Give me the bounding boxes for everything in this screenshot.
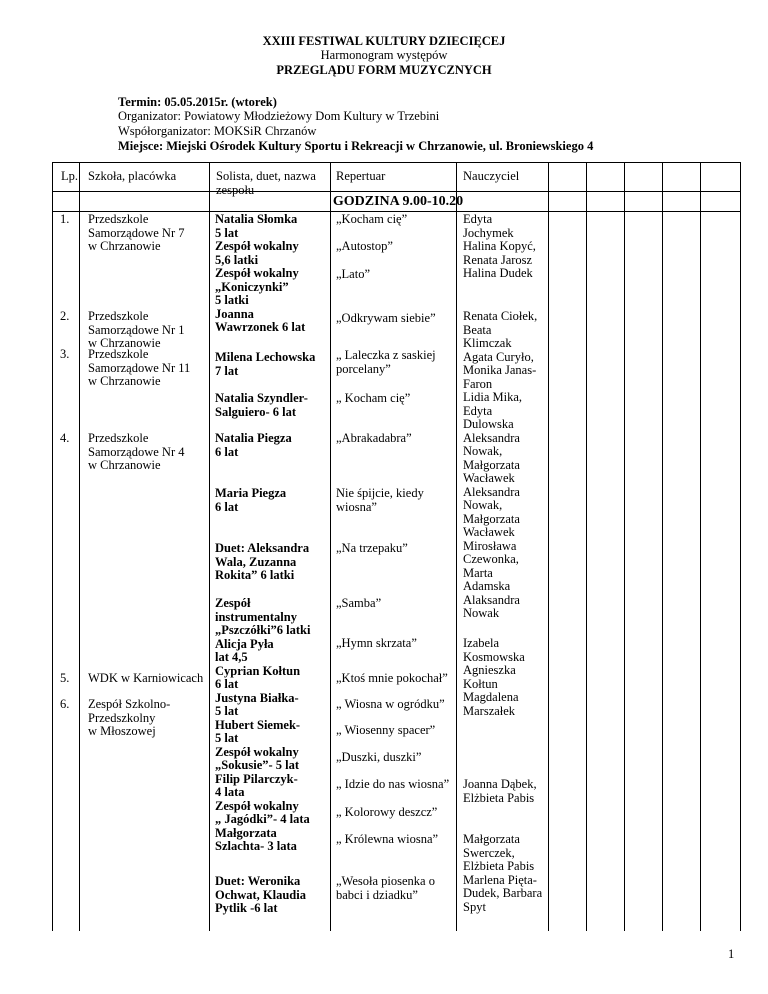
performer-group-3: Natalia Szyndler- Salguiero- 6 lat <box>215 391 308 419</box>
repertoire-19: „Wesoła piosenka o babci i dziadku” <box>336 874 435 902</box>
lp-2: 2. <box>60 309 70 323</box>
school-3: Przedszkole Samorządowe Nr 11 w Chrzanowie <box>88 347 191 388</box>
lp-1: 1. <box>60 212 70 226</box>
repertoire-18: „ Królewna wiosna” <box>336 832 439 846</box>
document-subtitle: Harmonogram występów <box>320 48 448 62</box>
repertoire-14: „ Wiosenny spacer” <box>336 723 436 737</box>
teacher-group-5: Małgorzata Swerczek, Elżbieta Pabis Marlena Pięta- Dudek, Barbara Spyt <box>463 832 543 914</box>
repertoire-11: „Hymn skrzata” <box>336 636 417 650</box>
lp-4: 4. <box>60 431 70 445</box>
time-slot-heading: GODZINA 9.00-10.20 <box>332 194 464 209</box>
lp-5: 5. <box>60 671 70 685</box>
repertoire-3: „Lato” <box>336 267 371 281</box>
repertoire-13: „ Wiosna w ogródku” <box>336 697 445 711</box>
document-title: XXIII FESTIWAL KULTURY DZIECIĘCEJ <box>262 34 506 48</box>
organizer: Organizator: Powiatowy Młodzieżowy Dom Kultury w Trzebini <box>118 109 440 123</box>
school-5: WDK w Karniowicach <box>88 671 204 685</box>
repertoire-12: „Ktoś mnie pokochał” <box>336 671 448 685</box>
performer-group-8: Duet: Weronika Ochwat, Klaudia Pytlik -6 lat <box>215 874 306 915</box>
repertoire-4: „Odkrywam siebie” <box>336 311 436 325</box>
performer-group-2: Milena Lechowska 7 lat <box>215 350 316 378</box>
repertoire-2: „Autostop” <box>336 239 393 253</box>
lp-3: 3. <box>60 347 70 361</box>
school-1: Przedszkole Samorządowe Nr 7 w Chrzanowie <box>88 212 185 253</box>
school-6: Zespół Szkolno- Przedszkolny w Młoszowej <box>88 697 171 738</box>
repertoire-15: „Duszki, duszki” <box>336 750 422 764</box>
repertoire-1: „Kocham cię” <box>336 212 408 226</box>
teacher-group-1: Edyta Jochymek Halina Kopyć, Renata Jarosz Halina Dudek <box>463 212 536 280</box>
performer-group-6: Duet: Aleksandra Wala, Zuzanna Rokita” 6 latki <box>215 541 310 582</box>
repertoire-7: „Abrakadabra” <box>336 431 412 445</box>
school-2: Przedszkole Samorządowe Nr 1 w Chrzanowie <box>88 309 185 350</box>
header-performer: Solista, duet, nazwa zespołu <box>216 169 316 197</box>
event-date: Termin: 05.05.2015r. (wtorek) <box>118 95 277 109</box>
repertoire-5: „ Laleczka z saskiej porcelany” <box>336 348 436 376</box>
page-number: 1 <box>728 947 735 961</box>
performer-group-5: Maria Piegza 6 lat <box>215 486 287 514</box>
header-repertoire: Repertuar <box>336 169 386 183</box>
school-4: Przedszkole Samorządowe Nr 4 w Chrzanowie <box>88 431 185 472</box>
header-teacher: Nauczyciel <box>463 169 520 183</box>
lp-6: 6. <box>60 697 70 711</box>
repertoire-10: „Samba” <box>336 596 382 610</box>
header-school: Szkoła, placówka <box>88 169 177 183</box>
repertoire-9: „Na trzepaku” <box>336 541 408 555</box>
performer-group-7: Zespół instrumentalny „Pszczółki”6 latki Alicja Pyła lat 4,5 Cyprian Kołtun 6 lat Justyna Białka- 5 lat Hubert Siemek- 5 lat Zespół wokalny „Sokusie”- 5 lat Filip Pilarczyk- 4 lata Zespół wokalny „ Jagódki”- 4 lata Małgorzata Szlachta- 3 lata <box>215 596 311 853</box>
performer-group-4: Natalia Piegza 6 lat <box>215 431 292 459</box>
teacher-group-3: Izabela Kosmowska Agnieszka Kołtun Magdalena Marszałek <box>463 636 525 718</box>
performer-group-1: Natalia Słomka 5 lat Zespół wokalny 5,6 latki Zespół wokalny „Koniczynki” 5 latki Joanna Wawrzonek 6 lat <box>215 212 306 334</box>
co-organizer: Współorganizator: MOKSiR Chrzanów <box>118 124 317 138</box>
repertoire-6: „ Kocham cię” <box>336 391 411 405</box>
header-lp: Lp. <box>61 169 79 183</box>
document-subtitle-2: PRZEGLĄDU FORM MUZYCZNYCH <box>276 63 492 77</box>
repertoire-8: Nie śpijcie, kiedy wiosna” <box>336 486 424 514</box>
repertoire-16: „ Idzie do nas wiosna” <box>336 777 450 791</box>
venue: Miejsce: Miejski Ośrodek Kultury Sportu i Rekreacji w Chrzanowie, ul. Broniewskiego 4 <box>118 139 594 153</box>
teacher-group-2: Renata Ciołek, Beata Klimczak Agata Curyło, Monika Janas- Faron Lidia Mika, Edyta Dulowska Aleksandra Nowak, Małgorzata Wacławek Aleksandra Nowak, Małgorzata Wacławek Mirosława Czewonka, Marta Adamska Alaksandra Nowak <box>463 309 538 620</box>
repertoire-17: „ Kolorowy deszcz” <box>336 805 438 819</box>
teacher-group-4: Joanna Dąbek, Elżbieta Pabis <box>463 777 537 805</box>
